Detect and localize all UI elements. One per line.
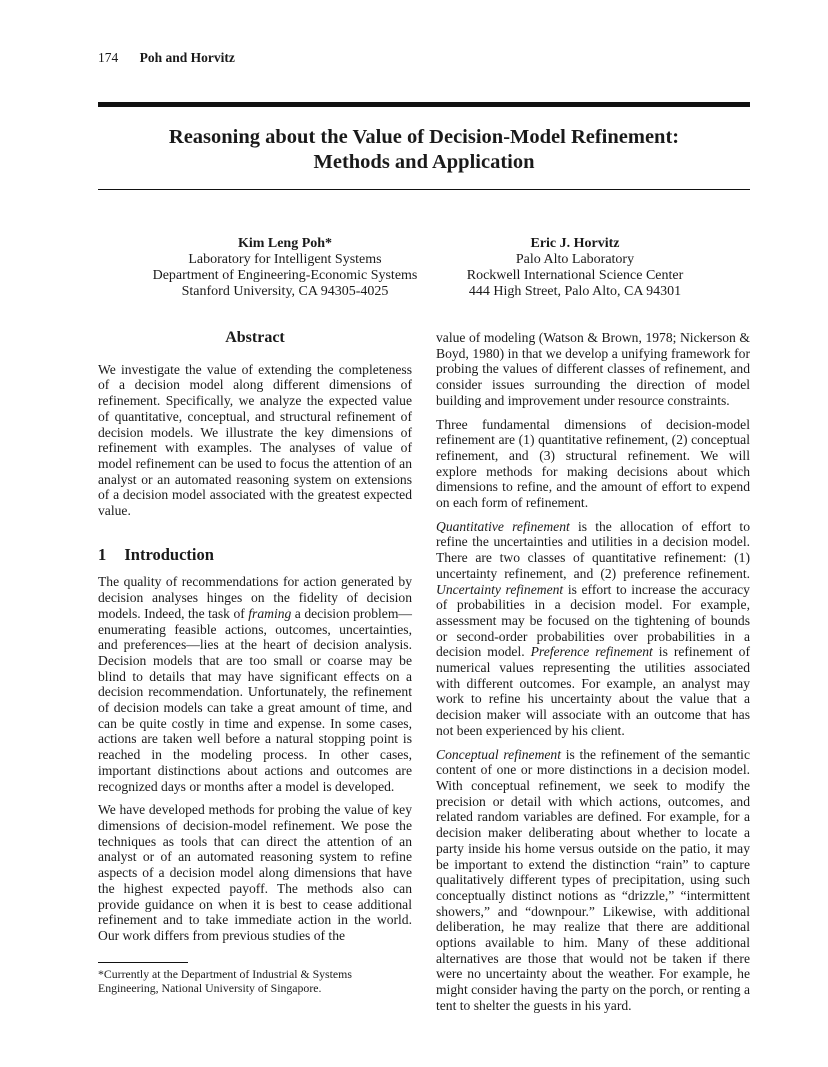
emphasis-text: Quantitative refinement: [436, 518, 570, 534]
author-affiliation: Palo Alto Laboratory: [515, 252, 635, 267]
abstract-text: We investigate the value of extending the completeness of a decision model along different dimensions of refinement. Specifically, we analyze the expected value of quantitative, conceptual, and structural refinement of decision models. We illustrate the key dimensions of refinement with examples. The analyses of value of model refinement can be used to focus the attention of an analyst or an automated reasoning system on extensions of a decision model associated with the greatest expected value.: [98, 361, 412, 519]
title-line-1: Reasoning about the Value of Decision-Model Refinement:: [168, 126, 680, 148]
section-number: 1: [98, 544, 107, 564]
emphasis-text: framing: [248, 605, 292, 621]
running-head: [98, 50, 235, 66]
title-rule-bottom: [98, 189, 750, 190]
author-name: Eric J. Horvitz: [530, 236, 620, 251]
abstract-heading: Abstract: [225, 329, 285, 346]
paragraph: [436, 747, 750, 1014]
title-line-2: Methods and Application: [313, 151, 535, 173]
author-affiliation: 444 High Street, Palo Alto, CA 94301: [468, 284, 682, 299]
text-run: is the refinement of the semantic content of one or more distinctions in a decision model. With conceptual refinement, we seek to modify the precision or detail with which actions, outcomes, and related random variables are defined. For example, for a decision maker deliberating about whether to locate a party inside his home versus outside on the patio, it may be important to extend the distinction “rain” to capture qualitatively different types of precipitation, using such conceptually distinct notions as “drizzle,” “intermittent showers,” and “downpour.” Likewise, with additional deliberation, he may realize that there are additional options available to him. Many of these additional alternatives are those that would not be taken if there were no uncertainty about the weather. For example, he might consider having the party on the porch, or renting a tent to shelter the guests in his yard.: [436, 746, 750, 1013]
running-head-authors: Poh and Horvitz: [139, 50, 235, 65]
footnote: *Currently at the Department of Industrial & Systems Engineering, National University of Singapore.: [98, 967, 352, 995]
text-run: is the allocation of effort to refine the uncertainties and utilities in a decision model. There are two classes of quantitative refinement: (1) uncertainty refinement, and (2) preference refinement.: [436, 518, 750, 581]
emphasis-text: Conceptual refinement: [436, 746, 561, 762]
section-title: Introduction: [124, 544, 214, 564]
right-column: [436, 330, 750, 1022]
text-run: is effort to increase the accuracy of probabilities in a decision model. For example, assessment may be focused on the tightening of bounds or second-order probabilities over probabilities in a decision model.: [436, 581, 750, 660]
intro-paragraph-1: [98, 574, 412, 794]
text-run: a decision problem—enumerating feasible actions, outcomes, uncertainties, and preferences—lies at the heart of decision analysis. Decision models that are too small or coarse may be blind to details that may have significant effects on a decision recommendation. Unfortunately, the refinement of decision models can take a great amount of time, and can be quite costly in time and expense. In some cases, actions are taken well before a natural stopping point is reached in the modeling process. In other cases, important distinctions about actions and outcomes are recognized days or months after a model is developed.: [98, 605, 412, 794]
paper-title: [98, 125, 750, 175]
text-run: is refinement of numerical values representing the utilities associated with different outcomes. For example, an analyst may work to refine his uncertainty about the value that a decision maker will associate with an outcome that has not been experienced by his client.: [436, 644, 750, 738]
section-heading: [98, 544, 412, 564]
author-affiliation: Department of Engineering-Economic Systems: [152, 268, 418, 283]
author-affiliation: Stanford University, CA 94305-4025: [181, 284, 389, 299]
author-name: Kim Leng Poh*: [237, 236, 333, 251]
author-block-2: [430, 236, 720, 300]
title-rule-top: [98, 102, 750, 107]
text-run: The quality of recommendations for action generated by decision analyses hinges on the fidelity of decision models. Indeed, the task of: [98, 574, 412, 621]
paragraph: Three fundamental dimensions of decision-model refinement are (1) quantitative refinement, (2) conceptual refinement, and (3) structural refinement. We will explore methods for making decisions about which dimensions to refine, and the amount of effort to expend on each form of refinement.: [436, 416, 750, 511]
intro-paragraph-2: We have developed methods for probing the value of key dimensions of decision-model refinement. We pose the techniques as tools that can direct the attention of an analyst or of an automated reasoning system to refine aspects of a decision model along dimensions that have the highest expected payoff. The methods also can provide guidance on when it is best to cease additional refinement and to take immediate action in the world. Our work differs from previous studies of the: [98, 802, 412, 943]
paragraph: [436, 519, 750, 739]
author-affiliation: Rockwell International Science Center: [466, 268, 684, 283]
footnote-rule: [98, 962, 188, 963]
paragraph: value of modeling (Watson & Brown, 1978; Nickerson & Boyd, 1980) in that we develop a unifying framework for probing the values of different classes of refinement, and consider issues surrounding the direction of model building and improvement under resource constraints.: [436, 330, 750, 408]
emphasis-text: Uncertainty refinement: [436, 581, 564, 597]
left-column: [98, 330, 412, 952]
author-affiliation: Laboratory for Intelligent Systems: [188, 252, 382, 267]
author-block-1: [140, 236, 430, 300]
emphasis-text: Preference refinement: [530, 644, 653, 660]
page-number: 174: [98, 50, 119, 65]
